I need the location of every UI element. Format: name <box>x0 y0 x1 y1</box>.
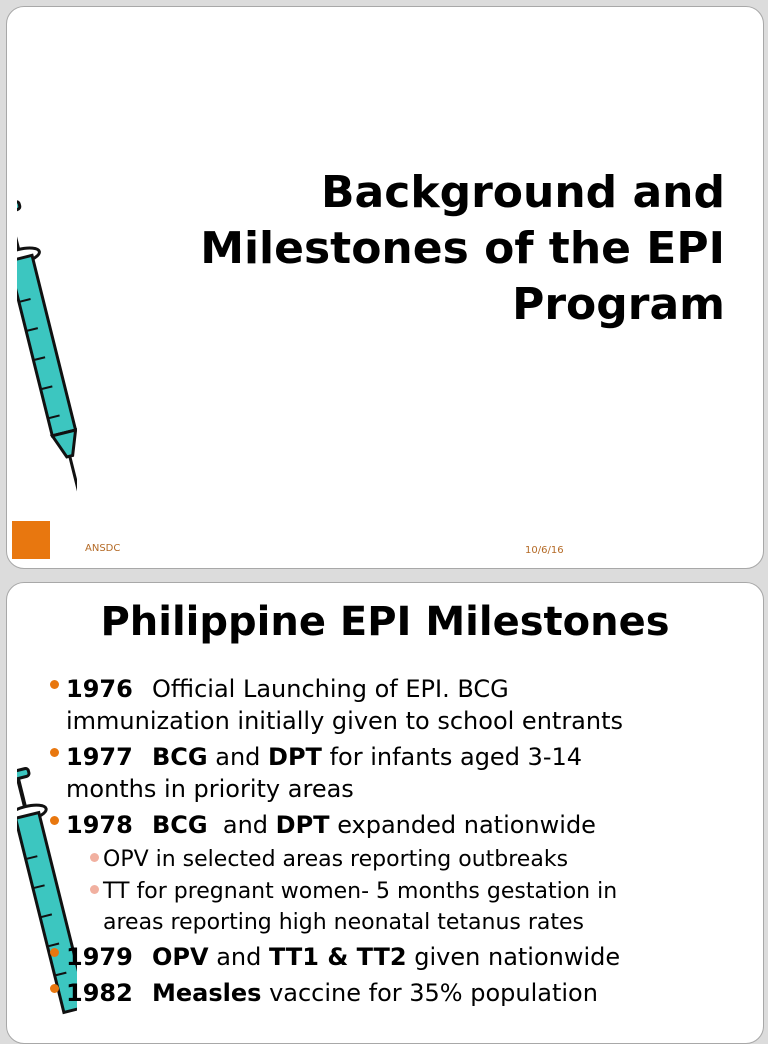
bullet-line: immunization initially given to school entrants <box>66 707 624 735</box>
sub-bullet-line: TT for pregnant women- 5 months gestation in <box>103 879 618 904</box>
bullet-dot <box>50 748 59 757</box>
bullet-bold: DPT <box>268 743 322 771</box>
bullet-year: 1978 <box>66 811 133 839</box>
footer-text: ANSDC <box>85 543 121 554</box>
bullet-text: and <box>222 811 269 839</box>
bullet-line <box>66 941 706 973</box>
bullet-bold: TT1 & TT2 <box>269 943 407 971</box>
title-line: Milestones of the EPI <box>200 223 725 274</box>
bullet-year: 1976 <box>66 675 133 703</box>
bullet-line <box>66 809 706 841</box>
bullet-bold: OPV <box>151 943 209 971</box>
sub-bullet-dot <box>90 885 99 894</box>
sub-bullet-line: OPV in selected areas reporting outbreaks <box>103 847 569 872</box>
bullet-text: expanded nationwide <box>337 811 596 839</box>
bullet-year: 1982 <box>66 979 133 1007</box>
bullet-line <box>66 673 706 705</box>
bullet-line: months in priority areas <box>66 775 354 803</box>
slide-number-box <box>12 521 50 559</box>
bullet-item <box>66 741 706 805</box>
syringe-icon <box>17 197 77 533</box>
sub-bullet-line: areas reporting high neonatal tetanus rates <box>103 910 585 935</box>
bullet-text: Official Launching of EPI. BCG <box>151 675 509 703</box>
bullet-bold: Measles <box>151 979 262 1007</box>
bullet-item <box>66 941 706 973</box>
slide-title: Philippine EPI Milestones <box>100 599 670 645</box>
bullet-bold: DPT <box>275 811 330 839</box>
bullet-text: vaccine for 35% population <box>269 979 598 1007</box>
bullet-text: and <box>216 943 262 971</box>
bullet-line <box>66 741 706 773</box>
bullet-bold: BCG <box>151 743 208 771</box>
bullet-text: and <box>215 743 261 771</box>
bullet-year: 1979 <box>66 943 133 971</box>
sub-bullet-dot <box>90 853 99 862</box>
footer-date: 10/6/16 <box>525 545 564 556</box>
bullet-text: for infants aged 3-14 <box>329 743 583 771</box>
bullet-item <box>66 673 706 737</box>
sub-bullet-item <box>103 876 703 938</box>
bullet-dot <box>50 816 59 825</box>
title-slide <box>6 6 764 569</box>
bullet-dot <box>50 984 59 993</box>
bullet-item <box>66 809 706 841</box>
slide-title <box>105 165 725 333</box>
bullet-bold: BCG <box>151 811 208 839</box>
bullet-line <box>66 977 706 1009</box>
sub-bullet-item <box>103 844 703 875</box>
milestones-slide <box>6 582 764 1044</box>
bullet-dot <box>50 680 59 689</box>
bullet-item <box>66 977 706 1009</box>
bullet-text: given nationwide <box>414 943 621 971</box>
title-line: Background and <box>321 167 725 218</box>
bullet-year: 1977 <box>66 743 133 771</box>
title-line: Program <box>512 279 725 330</box>
bullet-dot <box>50 948 59 957</box>
